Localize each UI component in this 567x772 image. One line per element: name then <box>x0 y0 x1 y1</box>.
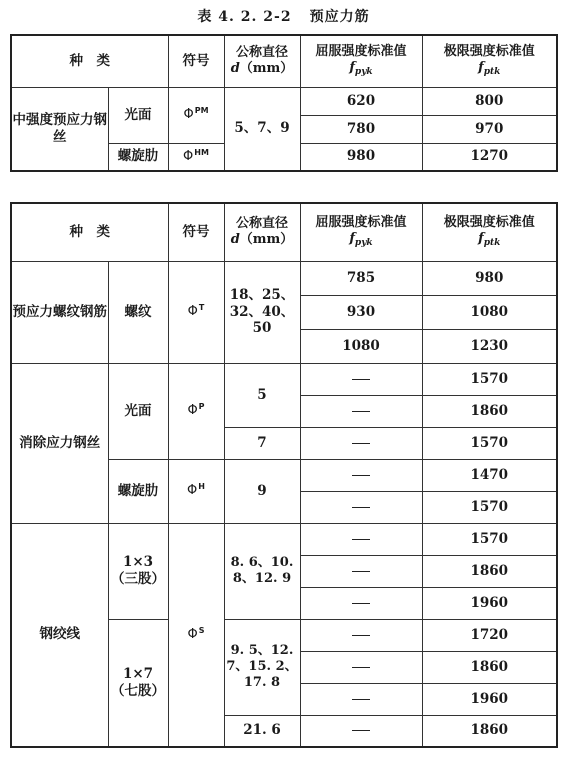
yield-cell <box>300 363 422 395</box>
symbol-phi: Φ <box>183 149 194 165</box>
category-cell: 预应力螺纹钢筋 <box>11 261 108 363</box>
symbol-sup: S <box>198 626 205 636</box>
yield-cell <box>300 587 422 619</box>
yield-cell <box>300 459 422 491</box>
table-caption: 预应力筋 <box>309 9 370 25</box>
yield-cell <box>300 683 422 715</box>
yield-cell: 930 <box>300 295 422 329</box>
subtype-label: 1×7 <box>122 665 154 682</box>
symbol-phi: Φ <box>187 304 198 320</box>
diameter-cell: 8. 6、10. 8、12. 9 <box>224 523 300 619</box>
symbol-cell <box>168 87 224 143</box>
symbol-phi: Φ <box>183 107 194 123</box>
header-diameter <box>224 35 300 87</box>
diameter-cell: 5 <box>224 363 300 427</box>
dash-mark <box>352 539 370 540</box>
yield-cell: 620 <box>300 87 422 115</box>
dash-mark <box>352 603 370 604</box>
header-yield <box>300 203 422 261</box>
ultimate-cell: 1570 <box>422 491 557 523</box>
header-ultimate-label: 极限强度标准值 <box>443 215 535 230</box>
diameter-cell: 18、25、32、40、50 <box>224 261 300 363</box>
header-yield-label: 屈服强度标准值 <box>315 215 407 230</box>
ultimate-cell: 1860 <box>422 395 557 427</box>
ultimate-cell: 1720 <box>422 619 557 651</box>
header-yield-symbol: f <box>349 60 355 76</box>
header-ultimate-subscript: ptk <box>483 67 501 78</box>
header-kind: 种 类 <box>11 203 168 261</box>
header-yield-subscript: pyk <box>354 67 373 78</box>
subtype-cell: 光面 <box>108 363 168 459</box>
dash-mark <box>352 635 370 636</box>
yield-cell <box>300 491 422 523</box>
ultimate-cell: 800 <box>422 87 557 115</box>
ultimate-cell: 980 <box>422 261 557 295</box>
subtype-cell: 螺纹 <box>108 261 168 363</box>
symbol-sup: P <box>198 402 205 412</box>
yield-cell: 1080 <box>300 329 422 363</box>
yield-cell: 780 <box>300 115 422 143</box>
yield-cell <box>300 651 422 683</box>
subtype-label-2: （七股） <box>111 682 165 699</box>
diameter-cell: 9. 5、12. 7、15. 2、17. 8 <box>224 619 300 715</box>
dash-mark <box>352 507 370 508</box>
ultimate-cell: 1570 <box>422 363 557 395</box>
symbol-phi: Φ <box>187 627 198 643</box>
dash-mark <box>352 411 370 412</box>
symbol-cell <box>168 143 224 171</box>
symbol-sup: H <box>198 482 205 492</box>
subtype-cell: 螺旋肋 <box>108 459 168 523</box>
table-title <box>0 6 567 26</box>
medium-strength-wire-table <box>10 34 558 172</box>
yield-cell <box>300 555 422 587</box>
yield-cell <box>300 427 422 459</box>
symbol-cell <box>168 523 224 747</box>
header-diameter-unit: （mm） <box>239 232 294 248</box>
header-ultimate-label: 极限强度标准值 <box>443 44 535 59</box>
ultimate-cell: 1080 <box>422 295 557 329</box>
header-yield <box>300 35 422 87</box>
subtype-cell <box>108 619 168 747</box>
header-diameter-var: d <box>230 232 240 248</box>
yield-cell <box>300 395 422 427</box>
header-diameter-label: 公称直径 <box>235 216 288 231</box>
subtype-label-2: （三股） <box>111 571 165 587</box>
yield-cell: 785 <box>300 261 422 295</box>
category-cell: 中强度预应力钢丝 <box>11 87 108 171</box>
header-diameter-var: d <box>230 61 240 77</box>
symbol-sup: T <box>198 303 205 313</box>
table-number: 表 4. 2. 2-2 <box>197 9 292 25</box>
yield-cell: 980 <box>300 143 422 171</box>
prestressing-tendon-table <box>10 202 558 748</box>
header-ultimate-symbol: f <box>478 231 484 247</box>
dash-mark <box>352 379 370 380</box>
subtype-cell: 光面 <box>108 87 168 143</box>
header-ultimate-symbol: f <box>478 60 484 76</box>
header-yield-label: 屈服强度标准值 <box>315 44 407 59</box>
symbol-cell <box>168 459 224 523</box>
subtype-cell <box>108 523 168 619</box>
ultimate-cell: 1570 <box>422 523 557 555</box>
header-yield-symbol: f <box>349 231 355 247</box>
subtype-cell: 螺旋肋 <box>108 143 168 171</box>
symbol-cell <box>168 363 224 459</box>
yield-cell <box>300 619 422 651</box>
subtype-label: 1×3 <box>122 554 154 571</box>
ultimate-cell: 970 <box>422 115 557 143</box>
symbol-sup: HM <box>194 148 209 158</box>
symbol-phi: Φ <box>187 483 198 499</box>
diameter-cell: 7 <box>224 427 300 459</box>
header-ultimate <box>422 203 557 261</box>
dash-mark <box>352 443 370 444</box>
header-diameter-unit: （mm） <box>239 61 294 77</box>
symbol-sup: PM <box>194 106 209 116</box>
header-ultimate-subscript: ptk <box>483 238 501 249</box>
dash-mark <box>352 475 370 476</box>
header-kind: 种 类 <box>11 35 168 87</box>
ultimate-cell: 1230 <box>422 329 557 363</box>
symbol-cell <box>168 261 224 363</box>
header-ultimate <box>422 35 557 87</box>
ultimate-cell: 1860 <box>422 555 557 587</box>
ultimate-cell: 1860 <box>422 651 557 683</box>
dash-mark <box>352 571 370 572</box>
ultimate-cell: 1270 <box>422 143 557 171</box>
diameter-cell: 21. 6 <box>224 715 300 747</box>
category-cell: 钢绞线 <box>11 523 108 747</box>
dash-mark <box>352 699 370 700</box>
header-diameter <box>224 203 300 261</box>
dash-mark <box>352 667 370 668</box>
category-cell: 消除应力钢丝 <box>11 363 108 523</box>
ultimate-cell: 1960 <box>422 683 557 715</box>
diameter-cell: 9 <box>224 459 300 523</box>
symbol-phi: Φ <box>187 403 198 419</box>
header-diameter-label: 公称直径 <box>235 45 288 60</box>
ultimate-cell: 1860 <box>422 715 557 747</box>
yield-cell <box>300 523 422 555</box>
header-yield-subscript: pyk <box>354 238 373 249</box>
ultimate-cell: 1470 <box>422 459 557 491</box>
header-symbol: 符号 <box>168 35 224 87</box>
header-symbol: 符号 <box>168 203 224 261</box>
ultimate-cell: 1570 <box>422 427 557 459</box>
yield-cell <box>300 715 422 747</box>
diameter-cell: 5、7、9 <box>224 87 300 171</box>
ultimate-cell: 1960 <box>422 587 557 619</box>
dash-mark <box>352 730 370 731</box>
